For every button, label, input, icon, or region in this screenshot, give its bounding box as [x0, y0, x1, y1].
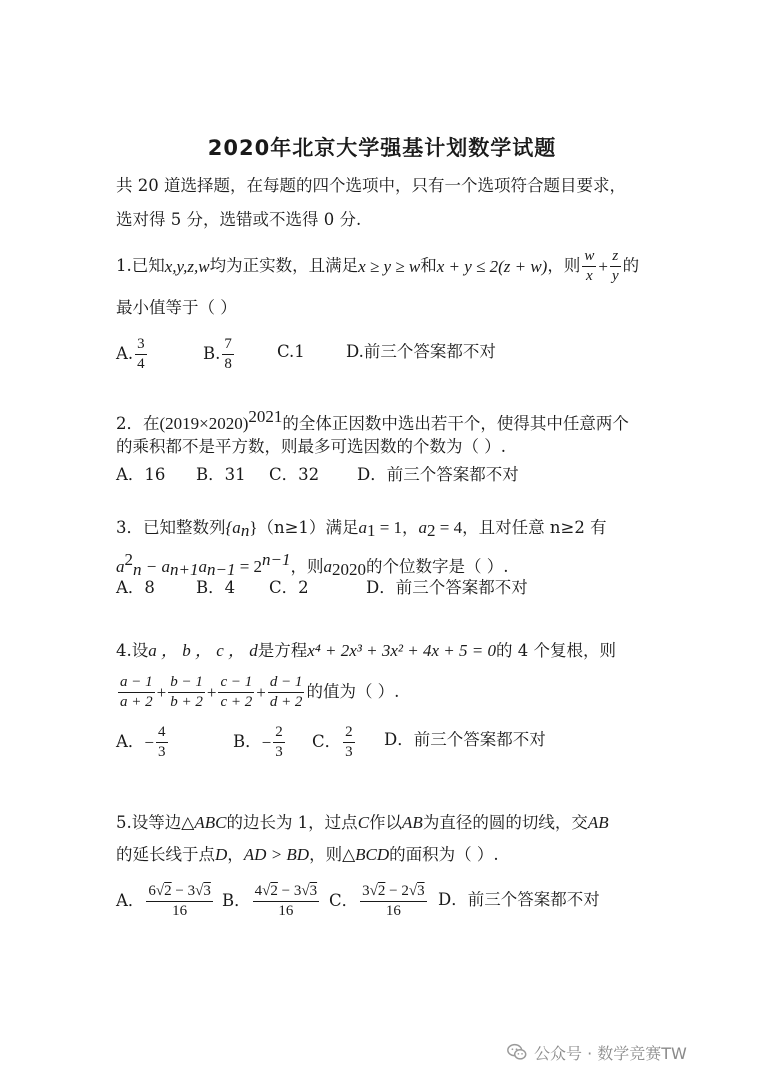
q5-option-b-label: B． [222, 890, 251, 910]
q4-option-a-label: A． [116, 731, 145, 751]
q1-cond2: x + y ≤ 2(z + w) [436, 256, 548, 276]
q4-f3-den: c + 2 [220, 693, 253, 710]
q1-f2-den: y [611, 267, 619, 284]
q1-option-b-num: 7 [222, 336, 234, 355]
q3-seq: {a [225, 518, 241, 537]
q3-line-2 [116, 551, 509, 578]
q1-option-b [203, 336, 236, 372]
q5-a-rad1: 2 [164, 883, 172, 899]
sqrt-icon: √ [195, 883, 204, 899]
q4-option-b-fraction [273, 724, 285, 760]
q5-b-coef1: 4 [254, 883, 263, 899]
q4-fraction-c [218, 674, 254, 710]
q3-tail: ，且对任意 n≥2 有 [462, 518, 607, 537]
q5-triangle-abc: △ABC [181, 813, 227, 832]
q1-mid1: 均为正实数，且满足 [209, 255, 359, 275]
q4-option-a-num: 4 [156, 724, 168, 743]
q2-line-2: 的乘积都不是平方数，则最多可选因数的个数为（ ）. [116, 437, 506, 456]
q5-option-c-fraction [360, 883, 426, 919]
q5-option-c-num [360, 883, 426, 902]
q5-a-rad2: 3 [203, 883, 211, 899]
q5-l2-d: 的面积为（ ）. [389, 845, 499, 864]
q5-option-b-den: 16 [278, 902, 294, 919]
q4-f2-num: b − 1 [168, 674, 205, 693]
q3-l2-a: a [116, 557, 125, 576]
q1-option-b-label: B. [203, 343, 221, 363]
q5-option-a-num [146, 883, 212, 902]
q3-l2-q: a [323, 557, 333, 576]
q1-option-c: C.1 [277, 342, 305, 361]
q4-option-c [312, 724, 357, 760]
watermark-text: 公众号 · 数学竞赛TW [534, 1043, 687, 1063]
q5-option-c [329, 883, 429, 919]
q3-a1-sub: 1 [366, 521, 376, 540]
q4-f1-den: a + 2 [120, 693, 153, 710]
q1-f1-num: w [582, 248, 596, 267]
q3-l2-eq: = 2 [235, 557, 263, 576]
q5-option-d: D．前三个答案都不对 [438, 890, 600, 909]
q2-line-1 [116, 408, 629, 433]
q3-a2: a [418, 518, 428, 537]
q4-f1-num: a − 1 [118, 674, 155, 693]
q4-option-a-sign: − [144, 732, 155, 752]
q3-a1: a [358, 518, 367, 537]
q4-plus-3: + [256, 682, 266, 702]
q5-option-c-label: C． [329, 890, 359, 910]
q3-option-d: D．前三个答案都不对 [366, 578, 528, 597]
q1-fraction-w-over-x [582, 248, 596, 284]
q1-line-2: 最小值等于（ ） [116, 298, 237, 317]
wechat-icon [506, 1041, 528, 1063]
q4-option-c-fraction [343, 724, 355, 760]
q5-mid3: 为直径的圆的切线，交 [422, 813, 588, 832]
q5-line-2 [116, 846, 499, 864]
q1-line-1 [116, 248, 639, 284]
q1-option-d: D.前三个答案都不对 [346, 342, 496, 361]
q1-fraction-z-over-y [610, 248, 621, 284]
q4-mid: 是方程 [257, 641, 308, 660]
q1-cond1: x ≥ y ≥ w [358, 256, 421, 276]
q1-mid2: 和 [420, 255, 437, 275]
q5-option-b [222, 883, 321, 919]
q3-l2-b-sub: n+1 [169, 560, 199, 579]
q4-fraction-d [268, 674, 305, 710]
q4-f4-den: d + 2 [269, 693, 303, 710]
q4-option-b-den: 3 [275, 743, 283, 760]
q3-a1-val: = 1 [375, 518, 403, 537]
q5-c-rad2: 3 [417, 883, 425, 899]
q4-f2-den: b + 2 [170, 693, 203, 710]
q5-triangle-bcd: △BCD [342, 845, 390, 864]
q4-vars: a ， b ， c ， d [148, 641, 258, 660]
q4-option-d: D．前三个答案都不对 [384, 730, 546, 749]
q5-c-coef1: 3 [362, 883, 370, 899]
q4-equation: x⁴ + 2x³ + 3x² + 4x + 5 = 0 [307, 641, 496, 660]
q4-l2-tail: 的值为（ ）. [306, 681, 400, 701]
q3-line-1 [116, 519, 607, 539]
q1-vars: x,y,z,w [164, 256, 210, 276]
q2-option-b: B．31 [196, 465, 246, 484]
q4-f4-num: d − 1 [268, 674, 305, 693]
q5-ab-1: AB [402, 813, 423, 832]
q5-l2-c: ，则 [309, 845, 343, 864]
q4-option-b [233, 724, 287, 760]
q5-option-b-fraction [253, 883, 319, 919]
q5-a-coef2: − 3 [171, 883, 196, 899]
q4-line-1 [116, 642, 616, 660]
q1-f2-num: z [610, 248, 621, 267]
q2-tail: 的全体正因数中选出若干个，使得其中任意两个 [282, 414, 629, 433]
q1-tail: 的 [622, 255, 640, 275]
q3-l2-c-sub: n−1 [206, 560, 236, 579]
q5-ab-2: AB [587, 813, 609, 832]
q3-option-a: A．8 [116, 578, 155, 597]
q4-plus-1: + [156, 682, 167, 702]
q4-option-c-label: C． [312, 731, 342, 751]
q3-l2-mid: ，则 [290, 557, 324, 576]
q4-fraction-a [118, 674, 155, 710]
q3-sep: ， [402, 518, 419, 537]
q3-a2-val: = 4 [435, 518, 463, 537]
q3-l2-a-sup: 2 [124, 550, 133, 569]
q4-option-b-num: 2 [273, 724, 285, 743]
q4-option-c-num: 2 [343, 724, 355, 743]
q3-option-b: B．4 [196, 578, 236, 597]
q5-b-coef2: − 3 [277, 883, 302, 899]
q4-tail: 的 4 个复根，则 [495, 641, 616, 660]
q5-b-rad1: 2 [270, 883, 278, 899]
q1-f1-den: x [586, 267, 593, 284]
q3-l2-tail: 的个位数字是（ ）. [366, 557, 509, 576]
q4-option-b-label: B． [233, 731, 262, 751]
q5-c-rad1: 2 [377, 883, 386, 899]
q2-lead: 2．在 [116, 414, 160, 433]
q2-option-c: C．32 [269, 465, 320, 484]
q5-c-coef2: − 2 [385, 883, 409, 899]
q5-a-coef1: 6 [148, 883, 156, 899]
q5-mid1: 的边长为 1，过点 [226, 813, 358, 832]
q4-option-a [116, 724, 170, 760]
q5-b-rad2: 3 [309, 883, 318, 899]
q2-exponent: 2021 [248, 407, 283, 426]
q5-line-1 [116, 814, 609, 832]
q4-option-a-fraction [156, 724, 168, 760]
q4-plus-2: + [206, 682, 217, 702]
q1-option-a-label: A. [116, 343, 134, 363]
page-title: 2020年北京大学强基计划数学试题 [207, 136, 557, 160]
q3-l2-a-sub: n [133, 560, 142, 579]
q1-option-a-den: 4 [137, 355, 145, 372]
q5-l2-a: 的延长线于点 [116, 845, 215, 864]
q5-option-a-fraction [146, 883, 212, 919]
sqrt-icon: √ [301, 883, 310, 899]
sqrt-icon: √ [155, 883, 165, 899]
q5-lead: 5.设等边 [116, 813, 182, 832]
q5-option-a [116, 883, 215, 919]
q5-l2-b: ， [227, 845, 244, 864]
q3-l2-eq-sup: n−1 [262, 550, 291, 569]
q5-option-a-den: 16 [172, 902, 188, 919]
sqrt-icon: √ [369, 883, 378, 899]
q1-option-b-den: 8 [224, 355, 232, 372]
sqrt-icon: √ [262, 883, 271, 899]
q3-cond-n: （n≥1） [257, 518, 326, 537]
q5-mid2: 作以 [369, 813, 403, 832]
q1-option-a [116, 336, 149, 372]
q3-l2-minus: − a [141, 557, 170, 576]
q4-fraction-b [168, 674, 205, 710]
q1-option-a-fraction [135, 336, 147, 372]
q3-seq-close: } [249, 518, 258, 537]
q4-option-a-den: 3 [158, 743, 166, 760]
q3-a2-sub: 2 [427, 521, 436, 540]
q4-option-c-den: 3 [345, 743, 353, 760]
q1-option-b-fraction [222, 336, 234, 372]
q4-f3-num: c − 1 [218, 674, 254, 693]
q5-option-a-label: A． [116, 890, 145, 910]
q1-option-a-num: 3 [135, 336, 147, 355]
sqrt-icon: √ [408, 883, 418, 899]
q2-base: (2019×2020) [159, 414, 249, 433]
q5-option-b-num [253, 883, 319, 902]
q5-point-d: D [215, 845, 228, 864]
q1-mid3: ，则 [547, 255, 581, 275]
q3-seq-sub: n [240, 521, 250, 540]
q1-plus: + [598, 256, 608, 276]
q5-option-c-den: 16 [385, 902, 401, 919]
q3-mid: 满足 [325, 518, 359, 537]
intro-line-2: 选对得 5 分，选错或不选得 0 分. [116, 210, 362, 229]
q2-option-a: A．16 [116, 465, 166, 484]
intro-line-1: 共 20 道选择题，在每题的四个选项中，只有一个选项符合题目要求， [116, 176, 626, 195]
q3-option-c: C．2 [269, 578, 309, 597]
q5-point-c: C [357, 813, 370, 832]
q3-l2-c: a [198, 557, 207, 576]
q5-inequality: AD > BD [243, 845, 310, 864]
q2-option-d: D．前三个答案都不对 [357, 465, 519, 484]
q4-option-b-sign: − [261, 732, 272, 752]
q3-l2-q-sub: 2020 [332, 560, 367, 579]
q3-lead: 3．已知整数列 [116, 518, 226, 537]
watermark [506, 1040, 687, 1064]
q4-line-2 [116, 674, 399, 710]
q4-lead: 4.设 [116, 641, 149, 660]
q1-lead: 1.已知 [116, 255, 165, 275]
